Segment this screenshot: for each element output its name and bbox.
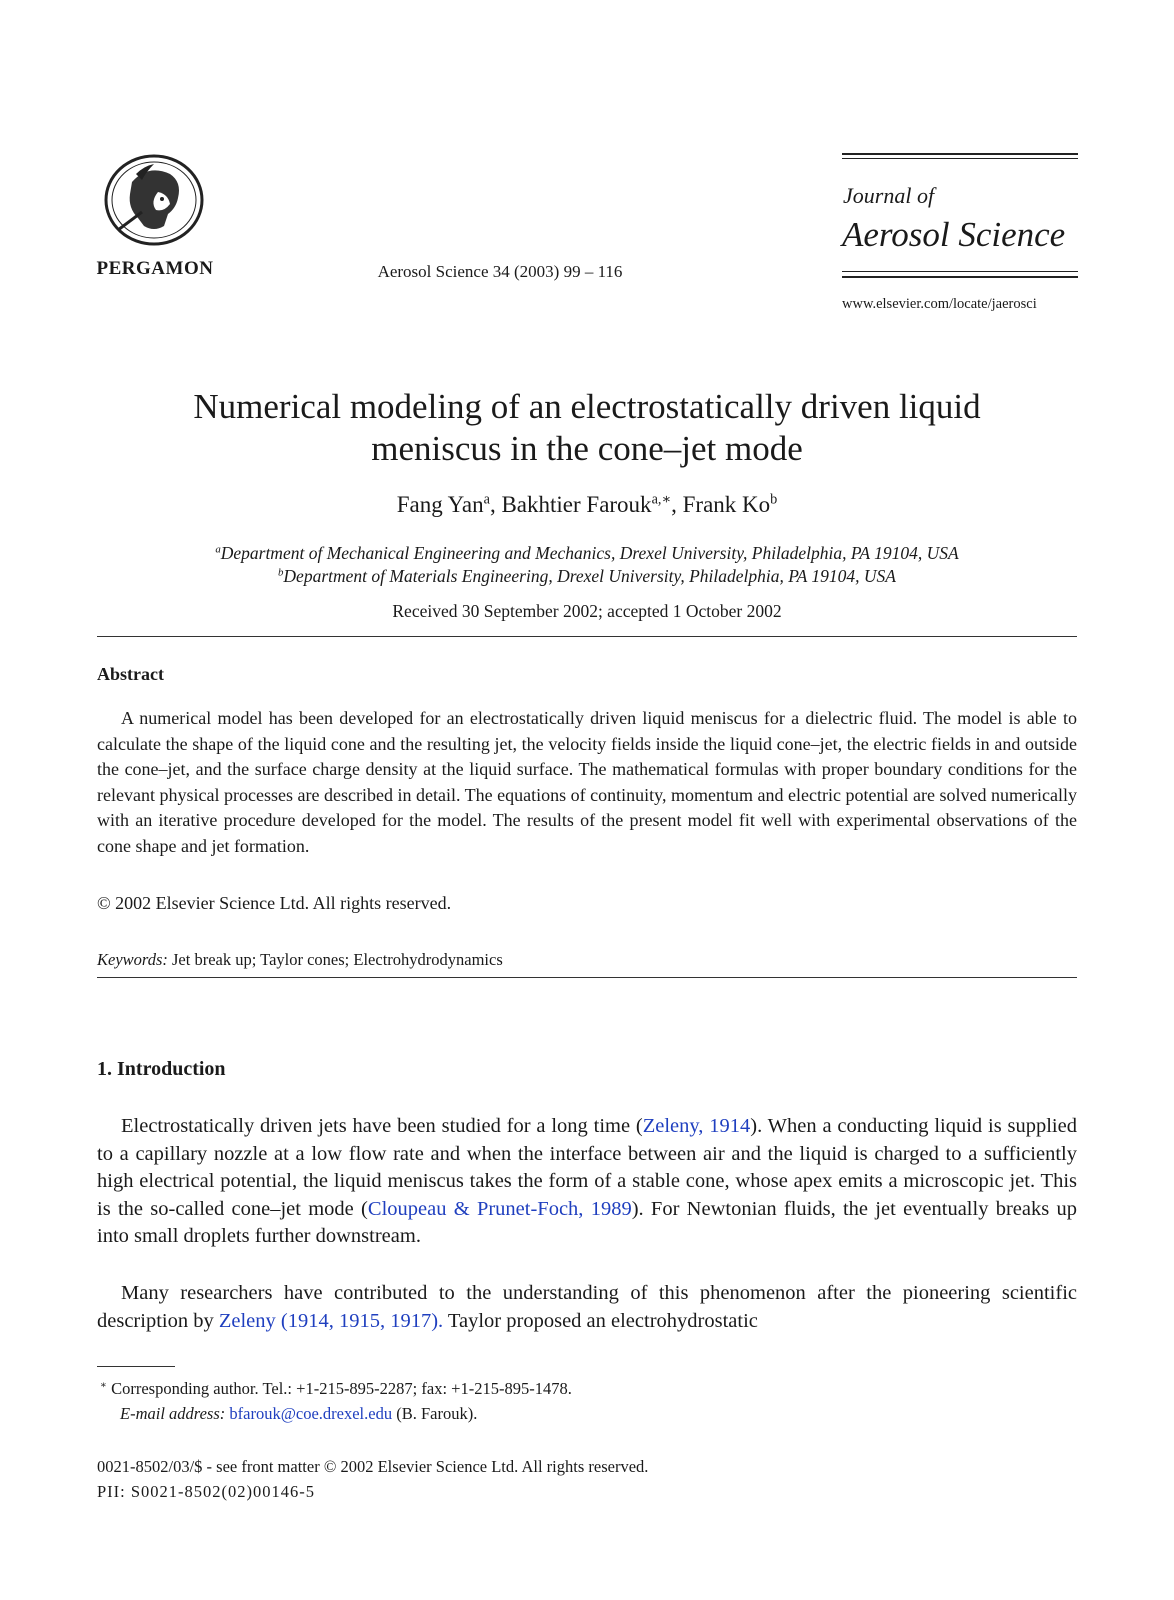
author-list: Fang Yan$^a$, Bakhtier Farouk$^{a,∗}$, Frank Ko$^b$: [396, 491, 778, 517]
title-line-2: meniscus in the cone–jet mode: [371, 429, 803, 468]
citation-link[interactable]: Zeleny, 1914: [642, 1115, 751, 1137]
title-line-1: Numerical modeling of an electrostatically driven liquid: [193, 387, 981, 426]
abstract-heading: Abstract: [97, 664, 164, 684]
affiliation-mark: b: [278, 566, 284, 579]
section-heading: 1. Introduction: [97, 1058, 226, 1080]
journal-url[interactable]: www.elsevier.com/locate/jaerosci: [842, 296, 1037, 312]
front-matter: [97, 1454, 648, 1504]
affiliation-mark: a: [215, 543, 221, 556]
paragraph-text: ). When a conducting liquid is supplied to a capillary nozzle at a low flow rate and when the interface between air and the liquid is charged to a sufficiently high electrical potential, the liquid meniscus takes the form of a stable cone, whose apex emits a microscopic jet. This is the so-called cone–jet mode (: [97, 1115, 1077, 1220]
footnote-mark: ∗: [100, 1379, 107, 1391]
author-mark: b: [770, 491, 778, 508]
journal-citation: Aerosol Science 34 (2003) 99 – 116: [377, 262, 623, 281]
paragraph: [97, 1113, 1077, 1251]
paragraph-text: ). For Newtonian fluids, the jet eventually breaks up into small droplets further downstream.: [97, 1197, 1077, 1247]
footnote-contact-text: Corresponding author. Tel.: +1-215-895-2287; fax: +1-215-895-1478.: [111, 1379, 572, 1398]
affiliation: [100, 542, 1074, 565]
citation-link[interactable]: Zeleny (1914, 1915, 1917).: [218, 1309, 444, 1332]
paragraph-text: Electrostatically driven jets have been studied for a long time (: [121, 1115, 643, 1137]
footnote-email: [100, 1401, 572, 1426]
pii: PII: S0021-8502(02)00146-5: [97, 1482, 316, 1501]
abstract-body: A numerical model has been developed for an electrostatically driven liquid meniscus for a dielectric fluid. The model is able to calculate the shape of the liquid cone and the resulting jet, the velocity fields inside the liquid cone–jet, the electric fields in and outside the cone–jet, and the surface charge density at the liquid surface. The mathematical formulas with proper boundary conditions for the relevant physical processes are described in detail. The equations of continuity, momentum and electric potential are solved numerically with an iterative procedure developed for the model. The results of the present model fit well with experimental observations of the cone shape and jet formation.: [97, 708, 1077, 856]
citation-link[interactable]: Cloupeau & Prunet-Foch, 1989: [367, 1197, 632, 1220]
affiliation-text: Department of Materials Engineering, Drexel University, Philadelphia, PA 19104, USA: [283, 566, 896, 586]
author-name: Fang Yan: [396, 492, 484, 517]
journal-of-label: Journal of: [843, 183, 935, 208]
paragraph-text: Taylor proposed an electrohydrostatic: [443, 1309, 758, 1332]
paragraph: [97, 1280, 1077, 1335]
abstract-copyright: © 2002 Elsevier Science Ltd. All rights reserved.: [97, 893, 452, 913]
email-link[interactable]: bfarouk@coe.drexel.edu: [229, 1404, 393, 1423]
affiliations: [100, 542, 1074, 588]
journal-rule-top: [842, 153, 1078, 155]
footnote-rule: [97, 1366, 175, 1367]
affiliation-text: Department of Mechanical Engineering and Mechanics, Drexel University, Philadelphia, PA 19104, USA: [220, 543, 959, 563]
publisher-name: PERGAMON: [96, 258, 214, 279]
footnote-contact: [100, 1376, 572, 1401]
author-name: Frank Ko: [682, 492, 771, 517]
publisher-logo: [98, 152, 210, 252]
divider: [97, 977, 1077, 978]
author-mark: a: [483, 491, 490, 508]
paragraph-text: Many researchers have contributed to the understanding of this phenomenon after the pioneering scientific description by: [97, 1282, 1077, 1332]
divider: [97, 636, 1077, 637]
email-suffix: (B. Farouk).: [392, 1404, 478, 1423]
author-mark: a,∗: [651, 491, 672, 508]
paper-title: [100, 386, 1074, 470]
affiliation: [100, 565, 1074, 588]
email-label: E-mail address:: [120, 1404, 226, 1423]
journal-rule-bottom-thin: [842, 271, 1078, 272]
journal-rule-top-thin: [842, 158, 1078, 159]
journal-rule-bottom: [842, 276, 1078, 278]
author-name: Bakhtier Farouk: [501, 492, 652, 517]
journal-name: Aerosol Science: [842, 215, 1066, 254]
footnote: [100, 1376, 572, 1426]
keywords-label: Keywords:: [97, 950, 168, 969]
front-matter-text: 0021-8502/03/$ - see front matter © 2002 Elsevier Science Ltd. All rights reserved.: [97, 1457, 649, 1476]
keywords: [97, 950, 503, 970]
received-dates: Received 30 September 2002; accepted 1 October 2002: [392, 601, 782, 621]
keywords-text: Jet break up; Taylor cones; Electrohydrodynamics: [172, 950, 503, 969]
